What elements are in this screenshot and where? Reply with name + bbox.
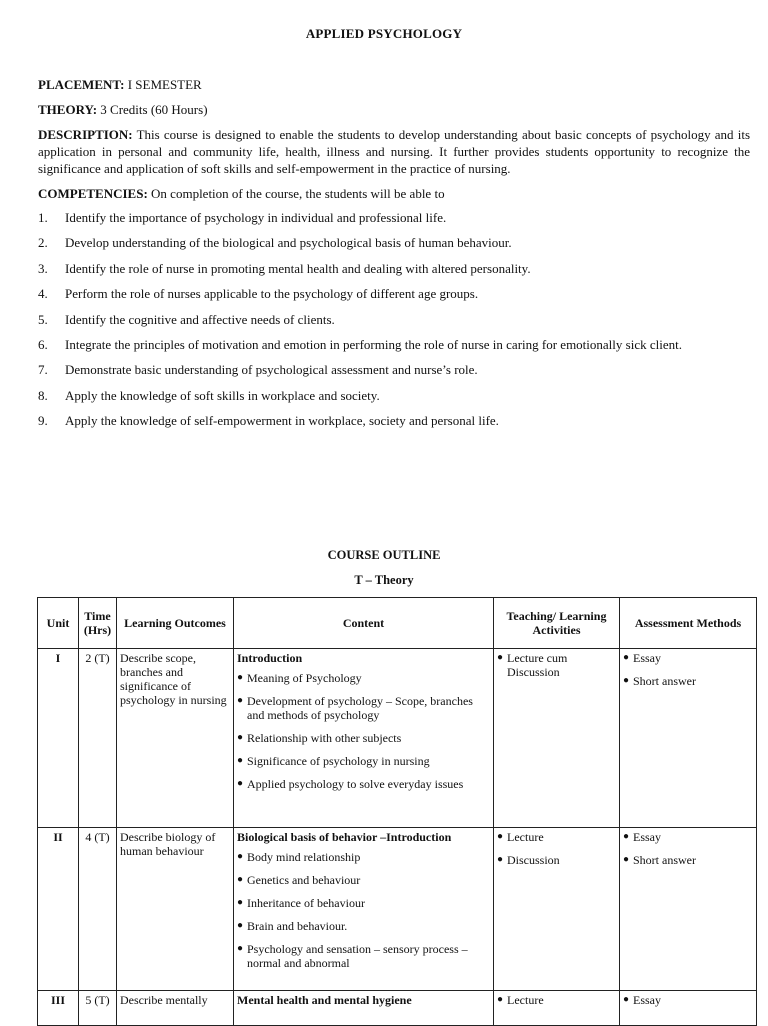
header-assessment-methods: Assessment Methods [620, 598, 757, 649]
list-item-text: Develop understanding of the biological and psychological basis of human behaviour. [65, 235, 512, 251]
list-item-number: 7. [38, 362, 48, 378]
bullet-icon: ● [497, 831, 504, 842]
content-title: Introduction [237, 651, 303, 665]
bullet-icon: ● [497, 652, 504, 663]
document-title: APPLIED PSYCHOLOGY [305, 26, 463, 41]
time-cell: 2 (T) [79, 649, 117, 828]
list-item-number: 1. [38, 210, 48, 225]
header-learning-outcomes: Learning Outcomes [117, 598, 234, 649]
list-item-text: Identify the cognitive and affective needs of clients. [65, 311, 335, 327]
list-item-number: 4. [38, 286, 48, 302]
bullet-icon: ● [237, 755, 244, 766]
content-item [237, 896, 490, 910]
placement-label: PLACEMENT: [38, 77, 125, 92]
header-time: Time (Hrs) [79, 598, 117, 649]
content-cell [234, 828, 494, 991]
outcome-cell: Describe scope, branches and significance of psychology in nursing [117, 649, 234, 828]
description-text: This course is designed to enable the students to develop understanding about basic concepts of psychology and its application in personal and community life, health, illness and nursing. It further provides students opportunity to recognize the significance and application of soft skills and self-empowerment in the practice of nursing. [38, 127, 750, 176]
bullet-icon: ● [237, 897, 244, 908]
bullet-icon: ● [237, 920, 244, 931]
content-item [237, 694, 490, 722]
list-item [38, 260, 758, 285]
content-item-text: Development of psychology – Scope, branches and methods of psychology [247, 694, 473, 722]
activity-text: Lecture [507, 830, 544, 844]
content-cell [234, 991, 494, 1026]
theory-value: 3 Credits (60 Hours) [100, 102, 208, 117]
bullet-icon: ● [237, 943, 244, 954]
assessment-text: Essay [633, 993, 661, 1007]
content-item-text: Relationship with other subjects [247, 731, 402, 745]
header-content: Content [234, 598, 494, 649]
competencies-line [38, 186, 445, 202]
bullet-icon: ● [237, 874, 244, 885]
competencies-list [38, 209, 758, 438]
activity-text: Lecture cum Discussion [507, 651, 568, 679]
content-item-text: Inheritance of behaviour [247, 896, 365, 910]
activity-text: Discussion [507, 853, 560, 867]
assessment-item [623, 674, 753, 688]
assessment-item [623, 651, 753, 665]
header-unit: Unit [38, 598, 79, 649]
activity-item [497, 830, 616, 844]
bullet-icon: ● [623, 854, 630, 865]
bullet-icon: ● [237, 778, 244, 789]
content-item-text: Meaning of Psychology [247, 671, 362, 685]
content-item [237, 850, 490, 864]
assessment-item [623, 853, 753, 867]
activity-item [497, 853, 616, 867]
assessment-text: Essay [633, 651, 661, 665]
content-item-text: Significance of psychology in nursing [247, 754, 430, 768]
activity-text: Lecture [507, 993, 544, 1007]
table-row [38, 828, 757, 991]
list-item-number: 6. [38, 336, 48, 352]
assessment-item [623, 993, 753, 1007]
list-item [38, 311, 758, 336]
content-item-text: Body mind relationship [247, 850, 361, 864]
table-row [38, 649, 757, 828]
description-label: DESCRIPTION: [38, 127, 133, 142]
content-item-text: Brain and behaviour. [247, 919, 348, 933]
activity-item [497, 993, 616, 1007]
content-cell [234, 649, 494, 828]
unit-cell: II [38, 828, 79, 991]
assessment-text: Essay [633, 830, 661, 844]
list-item-text: Demonstrate basic understanding of psychological assessment and nurse’s role. [65, 362, 478, 378]
activities-cell [494, 828, 620, 991]
bullet-icon: ● [497, 994, 504, 1005]
assessment-item [623, 830, 753, 844]
list-item-number: 3. [38, 260, 48, 276]
theory-line [38, 102, 208, 118]
time-cell: 5 (T) [79, 991, 117, 1026]
content-item-text: Genetics and behaviour [247, 873, 361, 887]
list-item [38, 285, 758, 310]
list-item [38, 234, 758, 259]
list-item-text: Identify the importance of psychology in individual and professional life. [65, 210, 447, 225]
list-item [38, 209, 758, 234]
list-item-text: Integrate the principles of motivation and emotion in performing the role of nurse in caring for emotionally sick client. [65, 336, 682, 352]
list-item-text: Perform the role of nurses applicable to the psychology of different age groups. [65, 286, 479, 302]
list-item [38, 336, 758, 361]
content-item [237, 754, 490, 768]
course-outline-subheading: T – Theory [354, 573, 414, 587]
list-item [38, 361, 758, 386]
assessment-cell [620, 828, 757, 991]
content-item [237, 942, 490, 970]
list-item-text: Apply the knowledge of soft skills in workplace and society. [65, 387, 380, 403]
competencies-label: COMPETENCIES: [38, 186, 148, 201]
description-paragraph [38, 126, 750, 177]
assessment-text: Short answer [633, 853, 696, 867]
content-item [237, 777, 490, 791]
content-item [237, 919, 490, 933]
course-outline-heading: COURSE OUTLINE [327, 548, 441, 562]
list-item-number: 5. [38, 311, 48, 327]
table-row [38, 991, 757, 1026]
content-item [237, 873, 490, 887]
list-item [38, 412, 758, 437]
unit-cell: I [38, 649, 79, 828]
assessment-cell [620, 649, 757, 828]
unit-cell: III [38, 991, 79, 1026]
bullet-icon: ● [237, 732, 244, 743]
assessment-cell [620, 991, 757, 1026]
bullet-icon: ● [237, 672, 244, 683]
bullet-icon: ● [623, 652, 630, 663]
competencies-intro: On completion of the course, the students will be able to [151, 186, 445, 201]
content-item-text: Psychology and sensation – sensory process – normal and abnormal [247, 942, 468, 970]
list-item-number: 2. [38, 235, 48, 251]
list-item-number: 9. [38, 413, 48, 429]
placement-line [38, 77, 202, 93]
content-title: Mental health and mental hygiene [237, 993, 412, 1007]
bullet-icon: ● [623, 994, 630, 1005]
content-item [237, 731, 490, 745]
header-teaching-activities: Teaching/ Learning Activities [494, 598, 620, 649]
table-header-row [38, 598, 757, 649]
theory-label: THEORY: [38, 102, 98, 117]
list-item-number: 8. [38, 387, 48, 403]
activity-item [497, 651, 616, 679]
activities-cell [494, 649, 620, 828]
list-item-text: Identify the role of nurse in promoting mental health and dealing with altered personality. [65, 260, 531, 276]
content-item-text: Applied psychology to solve everyday issues [247, 777, 464, 791]
outcome-cell: Describe biology of human behaviour [117, 828, 234, 991]
list-item-text: Apply the knowledge of self-empowerment in workplace, society and personal life. [65, 413, 499, 429]
activities-cell [494, 991, 620, 1026]
bullet-icon: ● [497, 854, 504, 865]
placement-value: I SEMESTER [127, 77, 202, 92]
bullet-icon: ● [623, 831, 630, 842]
course-outline-table [37, 597, 757, 1026]
assessment-text: Short answer [633, 674, 696, 688]
content-title: Biological basis of behavior –Introduction [237, 830, 452, 844]
content-item [237, 671, 490, 685]
bullet-icon: ● [237, 851, 244, 862]
time-cell: 4 (T) [79, 828, 117, 991]
list-item [38, 387, 758, 412]
bullet-icon: ● [623, 675, 630, 686]
bullet-icon: ● [237, 695, 244, 706]
outcome-cell: Describe mentally [117, 991, 234, 1026]
